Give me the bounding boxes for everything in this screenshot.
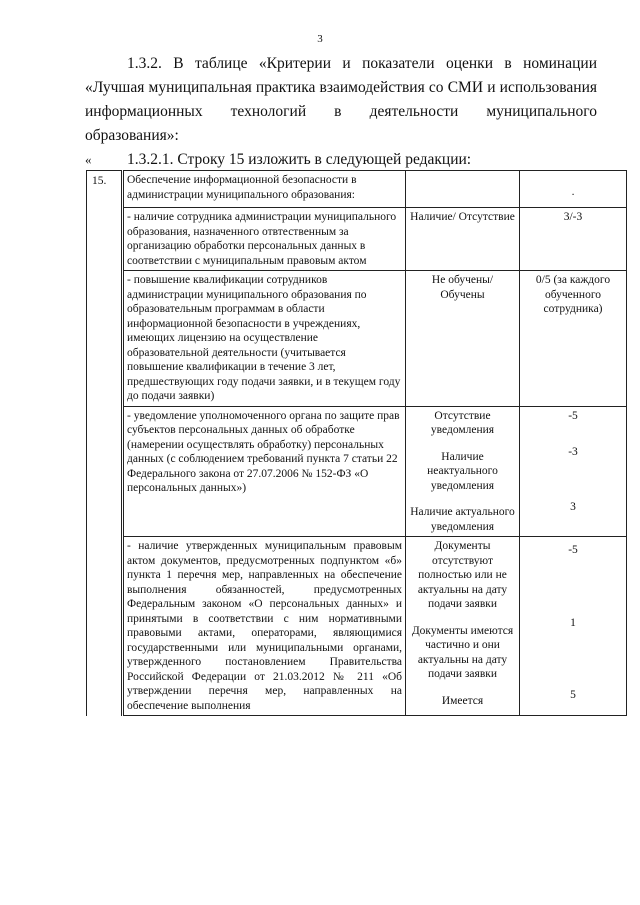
score-cell: [520, 271, 627, 407]
intro-text: [85, 52, 597, 172]
criterion-text: - наличие сотрудника администрации муниципального образования, назначенного отвтественным за организацию обработки персональных данных в соответствии с муниципальным правовым актом: [123, 208, 406, 271]
score-value: 0/5 (за каждого обученного сотрудника): [535, 274, 611, 315]
measure-value: Наличие неактуального уведомления: [427, 450, 498, 492]
score-cell: [520, 208, 627, 271]
measure-value: Документы отсутствуют полностью или не актуальны на дату подачи заявки: [417, 540, 508, 610]
score-cell: [520, 537, 627, 716]
criterion-text: - повышение квалификации сотрудников администрации муниципального образования по образовательным программам в области информационной безопасности в учреждениях, имеющих лицензию на осуществление образовательной деятельности (учитывается повышение квалификации в течение 3 лет, предшествующих году подачи заявки, и в текущем году до подачи заявки): [123, 271, 406, 407]
score-value: -5: [568, 544, 578, 556]
criterion-title: Обеспечение информационной безопасности в администрации муниципального образования:: [123, 171, 406, 208]
criterion-text: - наличие утвержденных муниципальным правовым актом документов, предусмотренных подпунктом «б» пункта 1 перечня мер, направленных на обеспечение выполнения обязанностей, предусмотренных Федеральным законом «О персональных данных» и принятыми в соответствии с ним нормативными правовыми актами, операторами, являющимися государственными или муниципальными органами, утвержденного постановлением Правительства Российской Федерации от 21.03.2012 № 211 «Об утверждении перечня мер, направленных на обеспечение выполнения: [123, 537, 406, 716]
score-value: 1: [570, 616, 576, 629]
criteria-table: [86, 170, 627, 716]
row-number: 15.: [87, 171, 123, 716]
score-value: 5: [570, 689, 576, 701]
measure-cell: [406, 406, 520, 537]
score-value: .: [571, 186, 575, 198]
score-value: 3/-3: [563, 211, 583, 223]
table-row-header: [87, 171, 627, 208]
paragraph-1-3-2-1: 1.3.2.1. Строку 15 изложить в следующей редакции:: [127, 151, 472, 168]
measure-value: Наличие/ Отсутствие: [410, 211, 515, 223]
measure-value: Наличие актуального уведомления: [410, 506, 515, 533]
table-row: [87, 406, 627, 537]
score-value: -5: [568, 409, 578, 422]
page-number: 3: [317, 33, 323, 45]
criterion-text: - уведомление уполномоченного органа по защите прав субъектов персональных данных об обработке (намерении осуществлять обработку) персональных данных (с соблюдением требований пункта 7 статьи 22 Федерального закона от 27.07.2006 № 152-ФЗ «О персональных данных»): [123, 406, 406, 537]
measure-cell: [406, 208, 520, 271]
score-cell: [520, 171, 627, 208]
measure-cell: [406, 271, 520, 407]
score-cell: [520, 406, 627, 537]
table-row: [87, 271, 627, 407]
measure-value: Отсутствие уведомления: [430, 409, 495, 436]
measure-value: Не обучены/ Обучены: [431, 274, 494, 301]
measure-cell: [406, 171, 520, 208]
paragraph-1-3-2: 1.3.2. В таблице «Критерии и показатели оценки в номинации «Лучшая муниципальная практика взаимодействия со СМИ и использования информационных технологий в деятельности муниципального образования»:: [85, 55, 597, 144]
table-row: [87, 537, 627, 716]
measure-cell: [406, 537, 520, 716]
score-value: 3: [570, 500, 576, 513]
score-value: -3: [568, 446, 578, 458]
measure-value: Имеется: [441, 694, 484, 707]
opening-quote: «: [85, 152, 92, 167]
measure-value: Документы имеются частично и они актуальны на дату подачи заявки: [411, 624, 514, 680]
table-row: [87, 208, 627, 271]
